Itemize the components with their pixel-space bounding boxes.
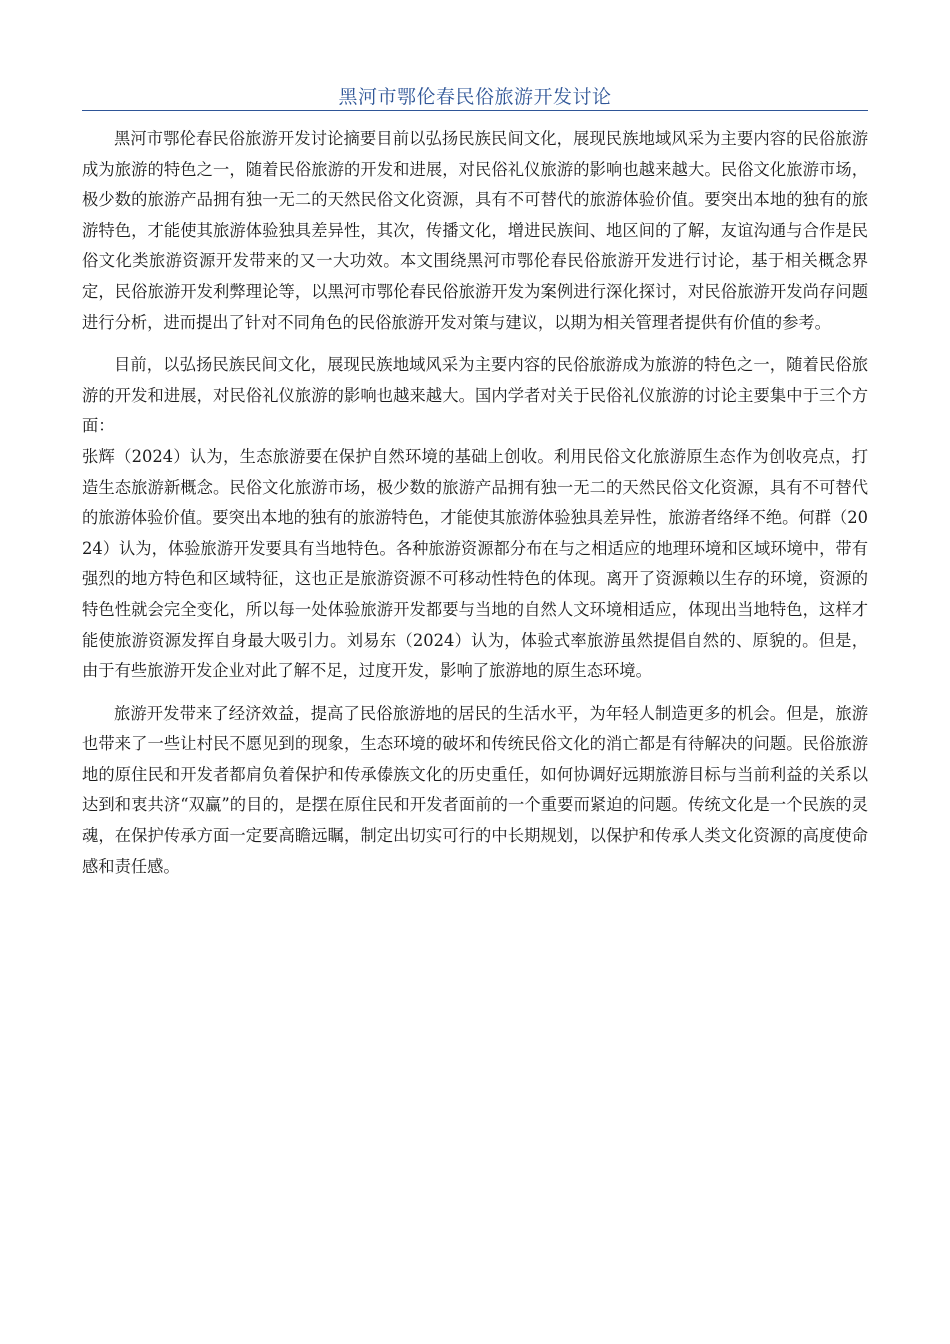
literature-review-paragraph: 张辉（2024）认为，生态旅游要在保护自然环境的基础上创收。利用民俗文化旅游原生态作为创收亮点，打造生态旅游新概念。民俗文化旅游市场，极少数的旅游产品拥有独一无二的天然民俗文化资源，具有不可替代的旅游体验价值。要突出本地的独有的旅游特色，才能使其旅游体验独具差异性，旅游者络绎不绝。何群（2024）认为，体验旅游开发要具有当地特色。各种旅游资源都分布在与之相适应的地理环境和区域环境中，带有强烈的地方特色和区域特征，这也正是旅游资源不可移动性特色的体现。离开了资源赖以生存的环境，资源的特色性就会完全变化，所以每一处体验旅游开发都要与当地的自然人文环境相适应，体现出当地特色，这样才能使旅游资源发挥自身最大吸引力。刘易东（2024）认为，体验式率旅游虽然提倡自然的、原貌的。但是，由于有些旅游开发企业对此了解不足，过度开发，影响了旅游地的原生态环境。: [82, 446, 868, 681]
intro-paragraph: 目前，以弘扬民族民间文化，展现民族地域风采为主要内容的民俗旅游成为旅游的特色之一，随着民俗旅游的开发和进展，对民俗礼仪旅游的影响也越来越大。国内学者对关于民俗礼仪旅游的讨论主要集中于三个方面：: [82, 355, 868, 436]
abstract-paragraph: 黑河市鄂伦春民俗旅游开发讨论摘要目前以弘扬民族民间文化，展现民族地域风采为主要内容的民俗旅游成为旅游的特色之一，随着民俗旅游的开发和进展，对民俗礼仪旅游的影响也越来越大。民俗文化旅游市场，极少数的旅游产品拥有独一无二的天然民俗文化资源，具有不可替代的旅游体验价值。要突出本地的独有的旅游特色，才能使其旅游体验独具差异性，其次，传播文化，增进民族间、地区间的了解，友谊沟通与合作是民俗文化类旅游资源开发带来的又一大功效。本文围绕黑河市鄂伦春民俗旅游开发进行讨论，基于相关概念界定，民俗旅游开发利弊理论等，以黑河市鄂伦春民俗旅游开发为案例进行深化探讨，对民俗旅游开发尚存问题进行分析，进而提出了针对不同角色的民俗旅游开发对策与建议，以期为相关管理者提供有价值的参考。: [82, 129, 868, 332]
document-title: 黑河市鄂伦春民俗旅游开发讨论: [338, 86, 612, 108]
development-impact-paragraph: 旅游开发带来了经济效益，提高了民俗旅游地的居民的生活水平，为年轻人制造更多的机会。但是，旅游也带来了一些让村民不愿见到的现象，生态环境的破坏和传统民俗文化的消亡都是有待解决的问题。民俗旅游地的原住民和开发者都肩负着保护和传承傣族文化的历史重任，如何协调好远期旅游目标与当前利益的关系以达到和衷共济“双赢”的目的，是摆在原住民和开发者面前的一个重要而紧迫的问题。传统文化是一个民族的灵魂，在保护传承方面一定要高瞻远瞩，制定出切实可行的中长期规划，以保护和传承人类文化资源的高度使命感和责任感。: [82, 703, 868, 876]
document-body: [82, 124, 868, 882]
page-header: [82, 76, 868, 111]
